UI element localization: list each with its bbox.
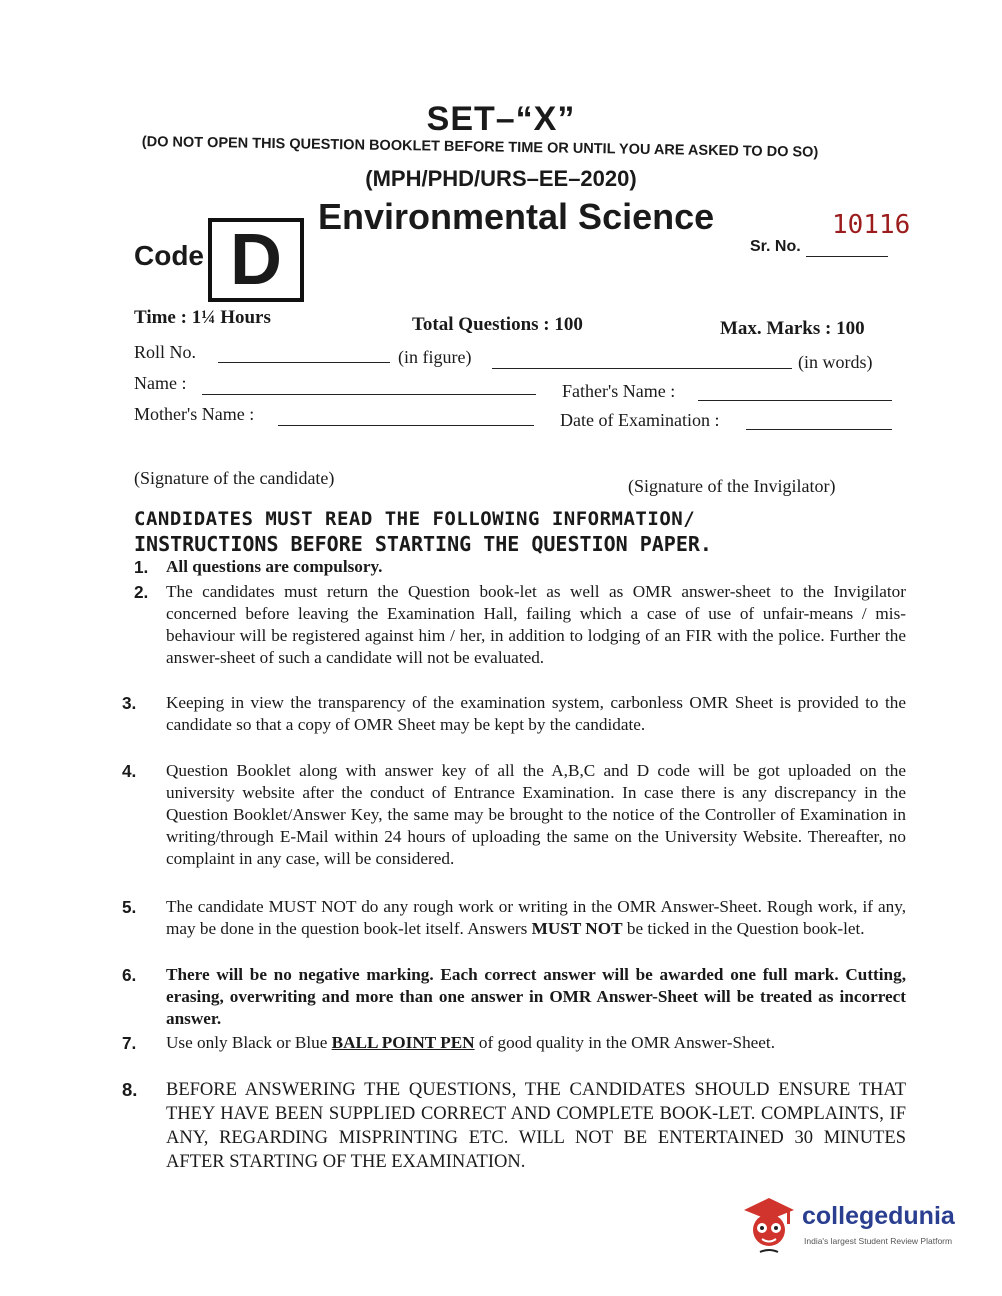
instruction-item: 1. All questions are compulsory. xyxy=(134,557,383,577)
sr-no-label: Sr. No. xyxy=(750,238,801,255)
instruction-item: 2. The candidates must return the Question book-let as well as OMR answer-sheet to the Invigilator concerned before leaving the Examination Hall, failing which a case of use of unfair-means / mis-behaviour will be registered against him / her, in addition to lodging of an FIR with the police. Further the answer-sheet of such a candidate will not be evaluated. xyxy=(134,582,906,667)
date-of-exam-line xyxy=(746,429,892,430)
mothers-name-label: Mother's Name : xyxy=(134,404,255,424)
collegedunia-watermark xyxy=(742,1196,968,1258)
sr-no-line xyxy=(806,256,888,257)
do-not-open-warning: (DO NOT OPEN THIS QUESTION BOOKLET BEFORE TIME OR UNTIL YOU ARE ASKED TO DO SO) xyxy=(141,134,819,161)
instructions-heading-line2: INSTRUCTIONS BEFORE STARTING THE QUESTION PAPER. xyxy=(134,532,712,556)
in-words-label: (in words) xyxy=(798,352,873,372)
collegedunia-logo-icon xyxy=(742,1196,796,1254)
roll-no-label: Roll No. xyxy=(134,342,197,362)
code-label: Code xyxy=(134,240,204,271)
collegedunia-tagline: India's largest Student Review Platform xyxy=(804,1236,953,1246)
instruction-item: 3. Keeping in view the transparency of the examination system, carbonless OMR Sheet is provided to the candidate so that a copy of OMR Sheet may be kept by the candidate. xyxy=(122,693,906,734)
instruction-item: 8. BEFORE ANSWERING THE QUESTIONS, THE CANDIDATES SHOULD ENSURE THAT THEY HAVE BEEN SUPPLIED CORRECT AND COMPLETE BOOK-LET. COMPLAINTS, IF ANY, REGARDING MISPRINTING ETC. WILL NOT BE ENTERTAINED 30 MINUTES AFTER STARTING OF THE EXAMINATION. xyxy=(122,1079,906,1172)
roll-no-words-line xyxy=(492,368,792,369)
instruction-item: 5. The candidate MUST NOT do any rough work or writing in the OMR Answer-Sheet. Rough work, if any, may be done in the question book-let itself. Answers MUST NOT be ticked in the Question book-let. xyxy=(122,897,906,938)
date-of-exam-label: Date of Examination : xyxy=(560,410,720,430)
fathers-name-line xyxy=(698,400,892,401)
candidate-signature-label: (Signature of the candidate) xyxy=(134,468,335,488)
name-label: Name : xyxy=(134,373,187,393)
code-box: D xyxy=(208,218,304,302)
time-info: Time : 1¼ Hours xyxy=(134,307,271,328)
instructions-heading-line1: CANDIDATES MUST READ THE FOLLOWING INFORMATION/ xyxy=(134,508,696,530)
mothers-name-line xyxy=(278,425,534,426)
instruction-item: 6. There will be no negative marking. Each correct answer will be awarded one full mark. Cutting, erasing, overwriting and more than one answer in OMR Answer-Sheet will be treated as incorrect answer. xyxy=(122,965,906,1028)
fathers-name-label: Father's Name : xyxy=(562,381,676,401)
max-marks: Max. Marks : 100 xyxy=(720,318,865,339)
invigilator-signature-label: (Signature of the Invigilator) xyxy=(628,476,836,496)
name-line xyxy=(202,394,536,395)
serial-number: 10116 xyxy=(832,210,911,240)
in-figure-label: (in figure) xyxy=(398,347,472,367)
instruction-item: 7. Use only Black or Blue BALL POINT PEN of good quality in the OMR Answer-Sheet. xyxy=(122,1033,775,1053)
collegedunia-name: collegedunia xyxy=(802,1202,955,1230)
roll-no-figure-line xyxy=(218,362,390,363)
set-title: SET–“X” xyxy=(426,100,576,138)
exam-id: (MPH/PHD/URS–EE–2020) xyxy=(365,166,637,191)
instruction-item: 4. Question Booklet along with answer key of all the A,B,C and D code will be got uploaded on the university website after the conduct of Entrance Examination. In case there is any discrepancy in the Question Booklet/Answer Key, the same may be brought to the notice of the Controller of Examination in writing/through E-Mail within 24 hours of uploading the same on the University Website. Thereafter, no complaint in any case, will be considered. xyxy=(122,761,906,868)
total-questions: Total Questions : 100 xyxy=(412,314,583,335)
subject-title: Environmental Science xyxy=(318,196,715,237)
